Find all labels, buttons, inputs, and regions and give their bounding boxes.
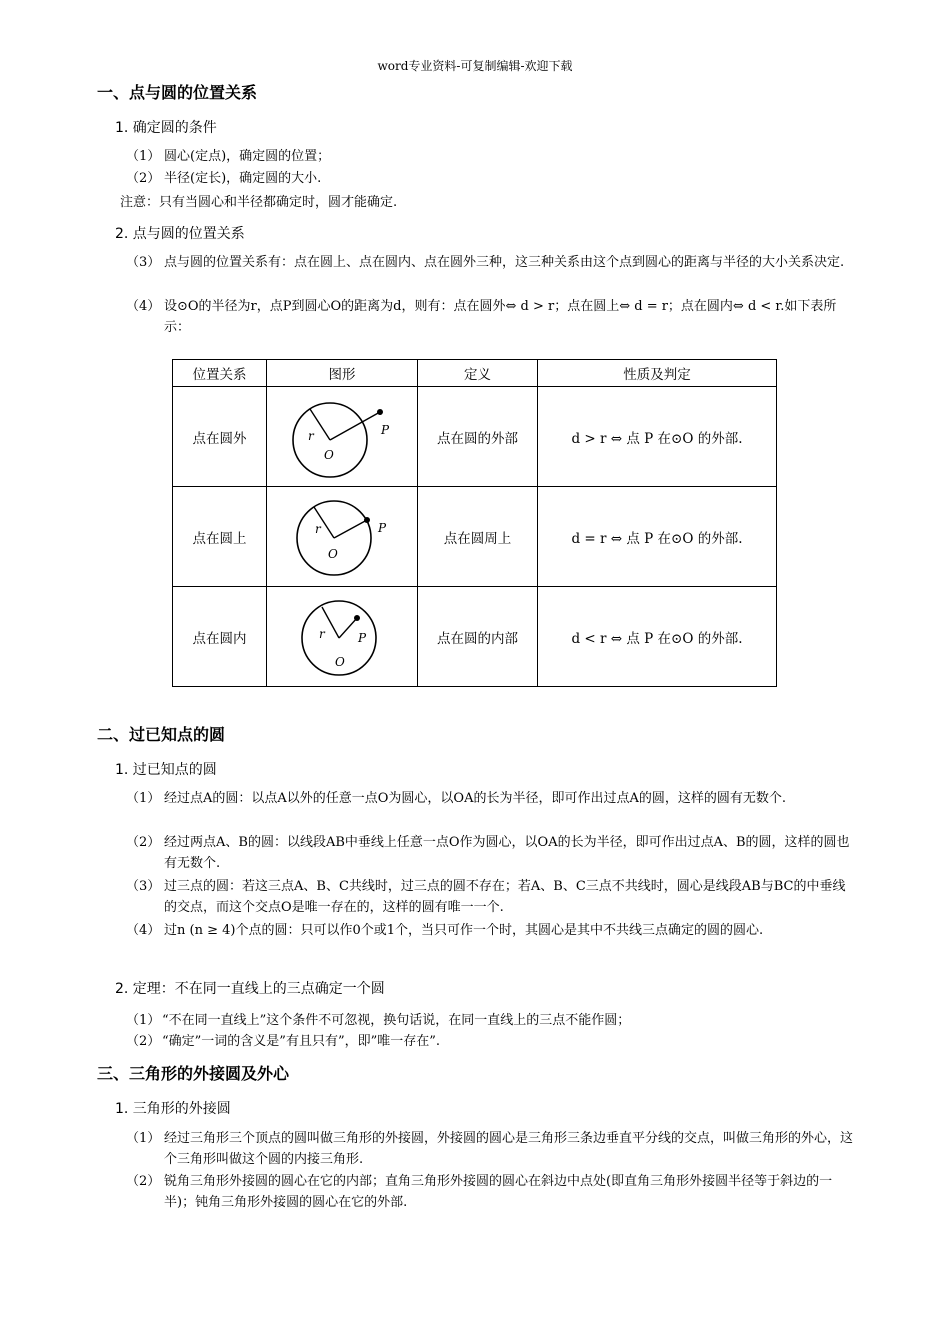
label-o: O bbox=[324, 447, 334, 462]
label-p: P bbox=[358, 630, 367, 645]
item-num: （1） bbox=[126, 791, 161, 806]
sec2-item-4 bbox=[126, 920, 856, 941]
table-header-row bbox=[173, 360, 777, 387]
sec1-item-2 bbox=[126, 168, 856, 189]
table-row bbox=[173, 387, 777, 487]
label-p: P bbox=[378, 520, 387, 535]
item-num: （1） bbox=[126, 1013, 161, 1028]
item-text: 经过点A的圆：以点A以外的任意一点O为圆心，以OA的长为半径，即可作出过点A的圆，这样的圆有无数个. bbox=[164, 791, 787, 806]
point-on-diagram bbox=[282, 492, 402, 582]
sec1-item-1 bbox=[126, 146, 856, 167]
sec2-item-2 bbox=[126, 832, 856, 874]
sec3-item-1 bbox=[126, 1128, 856, 1170]
sec1-item-3 bbox=[126, 252, 856, 273]
item-text: 圆心(定点)，确定圆的位置； bbox=[164, 149, 331, 164]
page-header: word专业资料-可复制编辑-欢迎下载 bbox=[377, 59, 573, 73]
item-num: （4） bbox=[126, 299, 161, 314]
cell-definition: 点在圆的内部 bbox=[418, 587, 538, 687]
cell-relation: 点在圆外 bbox=[173, 387, 267, 487]
item-text: 经过三角形三个顶点的圆叫做三角形的外接圆，外接圆的圆心是三角形三条边垂直平分线的交点，叫做三角形的外心，这个三角形叫做这个圆的内接三角形. bbox=[164, 1131, 854, 1167]
label-r: r bbox=[319, 626, 325, 641]
item-num: （1） bbox=[126, 1131, 161, 1146]
distance-line bbox=[334, 520, 367, 538]
table-row bbox=[173, 587, 777, 687]
cell-property: d = r ⇔ 点 P 在⊙O 的外部. bbox=[538, 487, 777, 587]
sec3-item-2 bbox=[126, 1171, 856, 1213]
cell-figure bbox=[267, 587, 418, 687]
item-num: （2） bbox=[126, 835, 161, 850]
cell-relation: 点在圆上 bbox=[173, 487, 267, 587]
sec2-item2-2 bbox=[126, 1031, 856, 1052]
cell-figure bbox=[267, 387, 418, 487]
sec2-item2-1 bbox=[126, 1010, 856, 1031]
item-text: 过三点的圆：若这三点A、B、C共线时，过三点的圆不存在；若A、B、C三点不共线时，圆心是线段AB与BC的中垂线的交点，而这个交点O是唯一存在的，这样的圆有唯一一个. bbox=[164, 879, 846, 915]
item-num: （1） bbox=[126, 149, 161, 164]
sec3-sub1: 1. 三角形的外接圆 bbox=[115, 1101, 231, 1117]
cell-relation: 点在圆内 bbox=[173, 587, 267, 687]
item-num: （3） bbox=[126, 255, 161, 270]
position-table bbox=[172, 359, 777, 687]
cell-property: d < r ⇔ 点 P 在⊙O 的外部. bbox=[538, 587, 777, 687]
item-text: 设⊙O的半径为r，点P到圆心O的距离为d，则有：点在圆外⇔ d > r；点在圆上⇔ d = r；点在圆内⇔ d < r.如下表所示： bbox=[164, 299, 837, 335]
cell-definition: 点在圆的外部 bbox=[418, 387, 538, 487]
item-text: 经过两点A、B的圆：以线段AB中垂线上任意一点O作为圆心，以OA的长为半径，即可作出过点A、B的圆，这样的圆也有无数个. bbox=[164, 835, 850, 871]
table-row bbox=[173, 487, 777, 587]
sec2-sub1: 1. 过已知点的圆 bbox=[115, 762, 217, 778]
sec1-item-4 bbox=[126, 296, 856, 338]
distance-line bbox=[339, 618, 357, 638]
item-num: （3） bbox=[126, 879, 161, 894]
th-definition: 定义 bbox=[418, 360, 538, 387]
label-o: O bbox=[335, 654, 345, 669]
section-1-title: 一、点与圆的位置关系 bbox=[97, 83, 258, 102]
item-text: “确定”一词的含义是”有且只有”，即”唯一存在”. bbox=[162, 1034, 441, 1049]
item-text: 点与圆的位置关系有：点在圆上、点在圆内、点在圆外三种，这三种关系由这个点到圆心的距离与半径的大小关系决定. bbox=[164, 255, 845, 270]
label-r: r bbox=[308, 428, 314, 443]
point-p-dot bbox=[377, 409, 383, 415]
point-outside-diagram bbox=[282, 392, 402, 482]
point-p-dot bbox=[364, 517, 370, 523]
item-num: （4） bbox=[126, 923, 161, 938]
point-p-dot bbox=[354, 615, 360, 621]
item-text: 过n (n ≥ 4)个点的圆：只可以作0个或1个，当只可作一个时，其圆心是其中不共线三点确定的圆的圆心. bbox=[164, 923, 764, 938]
item-text: 锐角三角形外接圆的圆心在它的内部；直角三角形外接圆的圆心在斜边中点处(即直角三角形外接圆半径等于斜边的一半)；钝角三角形外接圆的圆心在它的外部. bbox=[164, 1174, 833, 1210]
cell-definition: 点在圆周上 bbox=[418, 487, 538, 587]
th-property: 性质及判定 bbox=[538, 360, 777, 387]
cell-figure bbox=[267, 487, 418, 587]
label-o: O bbox=[328, 546, 338, 561]
item-text: 半径(定长)，确定圆的大小. bbox=[164, 171, 322, 186]
sec1-sub2: 2. 点与圆的位置关系 bbox=[115, 226, 245, 242]
sec2-item-1 bbox=[126, 788, 856, 809]
label-r: r bbox=[315, 521, 321, 536]
label-p: P bbox=[381, 422, 390, 437]
point-inside-diagram bbox=[282, 592, 402, 682]
section-2-title: 二、过已知点的圆 bbox=[97, 725, 226, 744]
sec1-note: 注意：只有当圆心和半径都确定时，圆才能确定. bbox=[120, 195, 398, 210]
item-num: （2） bbox=[126, 1174, 161, 1189]
item-text: “不在同一直线上”这个条件不可忽视，换句话说，在同一直线上的三点不能作圆； bbox=[162, 1013, 631, 1028]
item-num: （2） bbox=[126, 1034, 161, 1049]
th-figure: 图形 bbox=[267, 360, 418, 387]
sec2-sub2: 2. 定理：不在同一直线上的三点确定一个圆 bbox=[115, 981, 385, 997]
sec1-sub1: 1. 确定圆的条件 bbox=[115, 120, 217, 136]
th-relation: 位置关系 bbox=[173, 360, 267, 387]
sec2-item-3 bbox=[126, 876, 856, 918]
distance-line bbox=[330, 412, 380, 440]
section-3-title: 三、三角形的外接圆及外心 bbox=[97, 1064, 290, 1083]
cell-property: d > r ⇔ 点 P 在⊙O 的外部. bbox=[538, 387, 777, 487]
item-num: （2） bbox=[126, 171, 161, 186]
